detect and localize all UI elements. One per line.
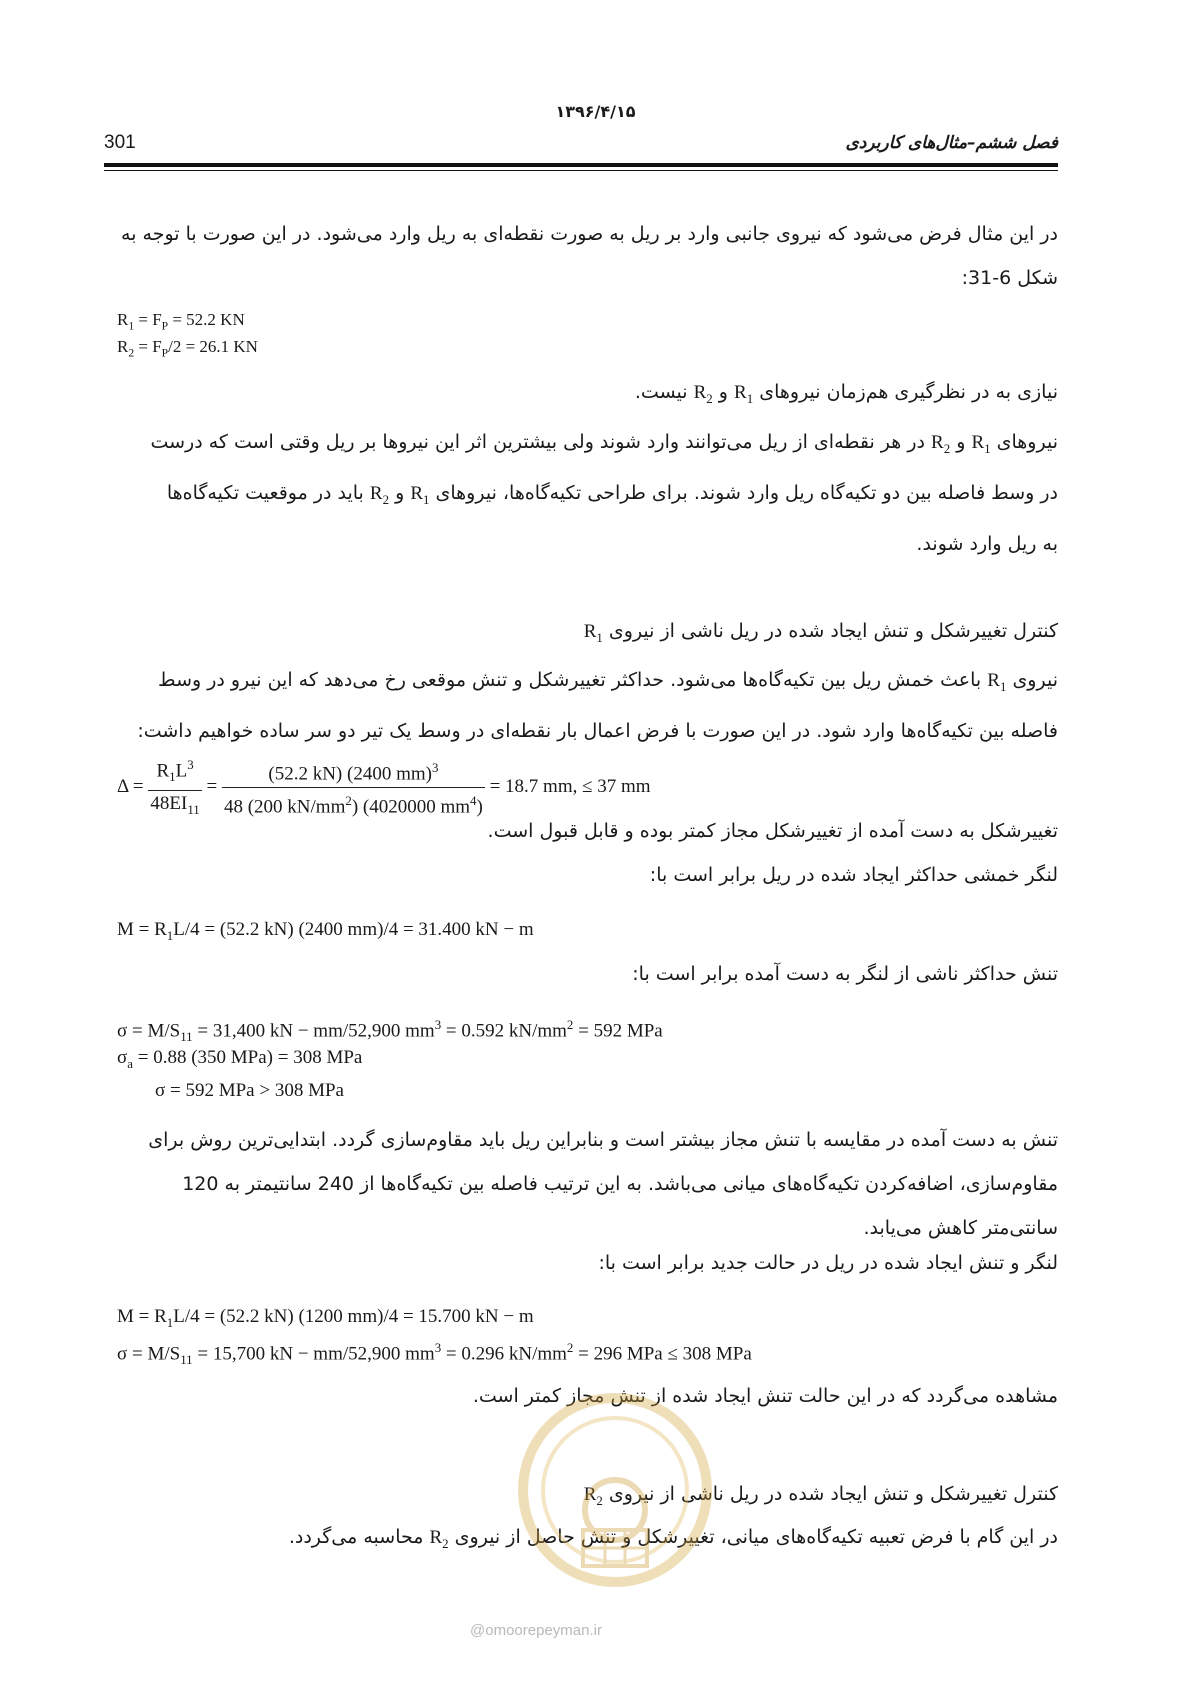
section1-heading-text: کنترل تغییرشکل و تنش ایجاد شده در ریل ناشی از نیروی xyxy=(608,620,1058,642)
r2-symbol: $R_2$ xyxy=(429,1527,449,1551)
deflection-fraction-symbolic: $\frac{R_1L^3}{48EI_{11}}$ xyxy=(148,752,201,823)
stress-equation-new: $\sigma = M/S_{11} = 15,700$ kN − mm/52,900 $mm^3 = 0.296$ $kN/mm^2 = 296$ MPa ≤ 308 MPa xyxy=(117,1340,752,1368)
allowable-value: = 0.88 (350 MPa) = 308 MPa xyxy=(137,1047,363,1068)
r1-value: = 52.2 KN xyxy=(172,310,245,329)
stress-equation: $\sigma = M/S_{11} = 31,400$ kN − mm/52,900 $mm^3 = 0.592$ $kN/mm^2 = 592$ MPa xyxy=(117,1017,663,1045)
p2-line-1 xyxy=(117,420,1058,471)
deflection-numerator: (52.2 kN) (2400 mm) xyxy=(268,762,432,784)
p2-text-c: در وسط فاصله بین دو تکیه‌گاه ریل وارد شوند. برای طراحی تکیه‌گاه‌ها، نیروهای xyxy=(435,481,1058,504)
deflection-equation: Δ = $\frac{R_1L^3}{48EI_{11}}$ = $\frac{(52.2 kN) (2400 mm)^3}{48 (200 kN/mm^2) (4020000 mm^4)}$ = 18.7 mm, ≤ 37 mm xyxy=(117,752,651,823)
deflection-den-a: 48 (200 kN/mm xyxy=(223,796,346,818)
s2-text-b: محاسبه می‌گردد. xyxy=(288,1526,424,1548)
reaction-r2-eq: $R_2 = F_P/2 = 26.1$ KN xyxy=(117,337,258,360)
p1-and: و xyxy=(718,381,728,403)
deflection-den-b: ) (4020000 mm xyxy=(351,796,471,818)
s1g-line-1: تنش به دست آمده در مقایسه با تنش مجاز بیشتر است و بنابراین ریل باید مقاوم‌سازی گردد. ابتدایی‌ترین روش برای xyxy=(148,1129,1058,1151)
intro-line-1: در این مثال فرض می‌شود که نیروی جانبی وارد بر ریل به صورت نقطه‌ای به ریل وارد می‌شود. در این صورت با توجه به xyxy=(121,223,1058,245)
stress2-a: = 15,700 kN − mm/52,900 mm xyxy=(197,1343,435,1365)
stress2-b: = 0.296 kN/mm xyxy=(445,1343,567,1365)
section2-heading-text: کنترل تغییرشکل و تنش ایجاد شده در ریل ناشی از نیروی xyxy=(608,1483,1058,1505)
stress-comparison: σ = 592 MPa > 308 MPa xyxy=(155,1080,344,1101)
p2-and: و xyxy=(395,481,405,504)
s2-text-a: در این گام با فرض تعبیه تکیه‌گاه‌های میانی، تغییرشکل و تنش حاصل از نیروی xyxy=(454,1526,1058,1548)
moment-value: L/4 = (52.2 kN) (2400 mm)/4 = 31.400 kN − m xyxy=(173,919,534,940)
r2-symbol: $R_2$ xyxy=(931,432,951,456)
deflection-result: = 18.7 mm, ≤ 37 mm xyxy=(489,775,651,797)
r2-symbol: $R_2$ xyxy=(583,1484,603,1508)
p2-text-d: باید در موقعیت تکیه‌گاه‌ها xyxy=(166,481,364,504)
p2-line-3: به ریل وارد شوند. xyxy=(916,532,1058,555)
r1-symbol: $R_1$ xyxy=(583,621,603,645)
p2-text-b: در هر نقطه‌ای از ریل می‌توانند وارد شوند ولی بیشترین اثر این نیروها بر ریل وقتی است که درست xyxy=(150,431,925,453)
s1-new-state-intro: لنگر و تنش ایجاد شده در ریل در حالت جدید برابر است با: xyxy=(598,1252,1058,1274)
section1-paragraph xyxy=(117,658,1058,753)
watermark-ring-outer xyxy=(523,1398,707,1582)
stress-b: = 0.592 kN/mm xyxy=(445,1020,567,1042)
watermark-logo xyxy=(505,1380,725,1620)
p2-line-2 xyxy=(117,471,1058,522)
moment-equation: $M = R_1L/4 = (52.2$ kN) (2400 mm)/4 = 31.400 kN − m xyxy=(117,919,534,943)
intro-line-2: شکل 6-31: xyxy=(961,267,1058,289)
s1g-line-2: مقاوم‌سازی، اضافه‌کردن تکیه‌گاه‌های میانی می‌باشد. به این ترتیب فاصله بین تکیه‌گاه‌ها از 240 سانتیمتر به 120 xyxy=(182,1173,1058,1195)
r1-symbol: $R_1$ xyxy=(734,382,754,406)
s1-text-b: باعث خمش ریل بین تکیه‌گاه‌ها می‌شود. حداکثر تغییرشکل و تنش موقعی رخ می‌دهد که این نیرو در وسط xyxy=(158,669,982,691)
header-date: ۱۳۹۶/۴/۱۵ xyxy=(555,102,636,121)
r2-symbol: $R_2$ xyxy=(693,382,713,406)
stress-a: = 31,400 kN − mm/52,900 mm xyxy=(197,1020,435,1042)
p1-text-b: نیست. xyxy=(634,381,688,403)
paragraph-no-simultaneous xyxy=(117,381,1058,407)
s1-line-2: فاصله بین تکیه‌گاه‌ها وارد شود. در این صورت با فرض اعمال بار نقطه‌ای در وسط یک تیر دو سر ساده خواهیم داشت: xyxy=(137,719,1058,742)
stress2-c: = 296 MPa ≤ 308 MPa xyxy=(578,1343,752,1365)
p2-text-a: نیروهای xyxy=(996,431,1058,453)
moment2-value: L/4 = (52.2 kN) (1200 mm)/4 = 15.700 kN − m xyxy=(173,1306,534,1327)
s1-stress-intro: تنش حداکثر ناشی از لنگر به دست آمده برابر است با: xyxy=(632,963,1058,985)
s1-text-a: نیروی xyxy=(1012,669,1058,691)
header-rule-thick xyxy=(104,163,1058,167)
p2-and: و xyxy=(956,431,966,453)
section1-heading xyxy=(117,620,1058,646)
s1g-line-3: سانتی‌متر کاهش می‌یابد. xyxy=(863,1217,1058,1239)
moment-equation-new: $M = R_1L/4 = (52.2$ kN) (1200 mm)/4 = 15.700 kN − m xyxy=(117,1306,534,1330)
s1-moment-intro: لنگر خمشی حداکثر ایجاد شده در ریل برابر است با: xyxy=(649,864,1058,886)
page-number: 301 xyxy=(104,132,136,153)
r2-value: /2 = 26.1 KN xyxy=(168,337,258,356)
allowable-stress-equation: $\sigma_a = 0.88$ (350 MPa) = 308 MPa xyxy=(117,1047,363,1071)
r2-eq-part: = F xyxy=(138,337,162,356)
intro-paragraph xyxy=(117,212,1058,300)
s1-conclusion: مشاهده می‌گردد که در این حالت تنش ایجاد شده از تنش مجاز کمتر است. xyxy=(472,1385,1058,1407)
r2-symbol: $R_2$ xyxy=(369,482,390,507)
r1-eq-part: = F xyxy=(138,310,162,329)
p1-text-a: نیازی به در نظرگیری هم‌زمان نیروهای xyxy=(759,381,1058,403)
r1-symbol: $R_1$ xyxy=(987,670,1007,694)
s1-strengthening-paragraph xyxy=(117,1118,1058,1250)
deflection-fraction-numeric: $\frac{(52.2 kN) (2400 mm)^3}{48 (200 kN/mm^2) (4020000 mm^4)}$ xyxy=(222,755,485,821)
watermark-text: @omoorepeyman.ir xyxy=(470,1622,602,1639)
stress-c: = 592 MPa xyxy=(578,1020,663,1042)
reaction-r1-eq: $R_1 = F_P = 52.2$ KN xyxy=(117,310,245,333)
s1-deflection-ok: تغییرشکل به دست آمده از تغییرشکل مجاز کمتر بوده و قابل قبول است. xyxy=(487,820,1058,842)
chapter-title: فصل ششم–مثال‌های کاربردی xyxy=(845,133,1058,153)
header-rule-thin xyxy=(104,170,1058,171)
r1-symbol: $R_1$ xyxy=(410,482,430,507)
paragraph-forces xyxy=(117,420,1058,566)
s1-line-1 xyxy=(117,658,1058,709)
r1-symbol: $R_1$ xyxy=(971,432,991,456)
